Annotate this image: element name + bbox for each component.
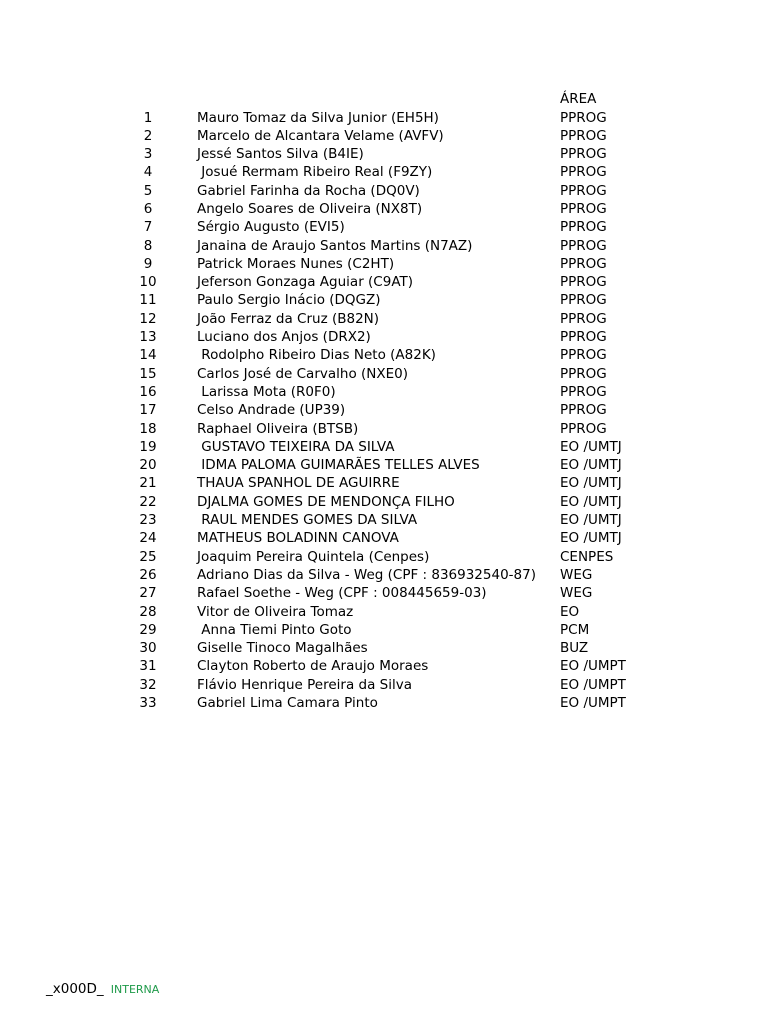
person-area: EO (560, 603, 580, 620)
person-name: João Ferraz da Cruz (B82N) (197, 310, 380, 327)
table-row (0, 255, 768, 273)
table-row (0, 584, 768, 602)
row-number: 15 (139, 365, 157, 382)
table-row (0, 163, 768, 181)
person-area: PPROG (560, 383, 607, 400)
person-name: Adriano Dias da Silva - Weg (CPF : 836932540-87) (197, 566, 536, 583)
person-area: PPROG (560, 402, 607, 419)
row-number: 5 (143, 182, 153, 199)
person-name: Raphael Oliveira (BTSB) (197, 420, 359, 437)
person-area: EO /UMPT (560, 695, 626, 711)
person-area: EO /UMTJ (560, 438, 622, 455)
person-name: RAUL MENDES GOMES DA SILVA (197, 512, 418, 529)
person-name: Rodolpho Ribeiro Dias Neto (A82K) (197, 347, 436, 364)
person-area: PPROG (560, 365, 607, 382)
person-area: EO /UMTJ (560, 512, 622, 529)
row-number: 19 (139, 438, 157, 455)
row-number: 6 (143, 200, 153, 217)
row-number: 3 (143, 146, 153, 163)
person-area: PPROG (560, 237, 607, 254)
table-row (0, 657, 768, 675)
row-number: 11 (139, 292, 157, 309)
row-number: 25 (139, 548, 157, 565)
table-row (0, 676, 768, 694)
person-name: Clayton Roberto de Araujo Moraes (197, 658, 429, 675)
person-area: EO /UMPT (560, 676, 626, 693)
person-name: Jessé Santos Silva (B4IE) (197, 146, 364, 163)
table-row (0, 310, 768, 328)
row-number: 13 (139, 329, 157, 346)
person-name: Celso Andrade (UP39) (197, 402, 346, 419)
person-area: PPROG (560, 292, 607, 309)
person-name: THAUA SPANHOL DE AGUIRRE (197, 475, 400, 492)
person-name: Marcelo de Alcantara Velame (AVFV) (197, 127, 444, 144)
person-area: WEG (560, 585, 593, 602)
person-name: Jeferson Gonzaga Aguiar (C9AT) (197, 274, 414, 291)
row-number: 31 (139, 658, 157, 675)
table-row (0, 218, 768, 236)
person-name: Joaquim Pereira Quintela (Cenpes) (197, 548, 430, 565)
table-row (0, 474, 768, 492)
person-area: EO /UMTJ (560, 475, 622, 492)
person-area: PPROG (560, 164, 607, 181)
table-row (0, 273, 768, 291)
person-area: PPROG (560, 255, 607, 272)
person-area: PPROG (560, 146, 607, 163)
person-area: PPROG (560, 109, 607, 126)
person-name: Anna Tiemi Pinto Goto (197, 621, 352, 638)
row-number: 20 (139, 457, 157, 474)
person-area: PPROG (560, 219, 607, 236)
table-row (0, 603, 768, 621)
person-area: PPROG (560, 347, 607, 364)
person-name: Giselle Tinoco Magalhães (197, 640, 368, 657)
table-row (0, 127, 768, 145)
person-area: EO /UMPT (560, 658, 626, 675)
row-number: 28 (139, 603, 157, 620)
table-row (0, 237, 768, 255)
footer-code: _x000D_ (46, 981, 104, 997)
person-area: PPROG (560, 200, 607, 217)
table-row (0, 328, 768, 346)
person-name: DJALMA GOMES DE MENDONÇA FILHO (197, 493, 455, 510)
person-name: Janaina de Araujo Santos Martins (N7AZ) (197, 237, 473, 254)
classification-label: INTERNA (110, 983, 160, 996)
person-name: Angelo Soares de Oliveira (NX8T) (197, 200, 423, 217)
person-name: Paulo Sergio Inácio (DQGZ) (197, 292, 381, 309)
table-body (0, 109, 768, 713)
person-area: EO /UMTJ (560, 457, 622, 474)
person-area: EO /UMTJ (560, 493, 622, 510)
row-number: 32 (139, 676, 157, 693)
row-number: 14 (139, 347, 157, 364)
table-row (0, 200, 768, 218)
table-row (0, 639, 768, 657)
row-number: 18 (139, 420, 157, 437)
row-number: 12 (139, 310, 157, 327)
person-area: PPROG (560, 329, 607, 346)
row-number: 17 (139, 402, 157, 419)
table-row (0, 145, 768, 163)
row-number: 10 (139, 274, 157, 291)
row-number: 26 (139, 566, 157, 583)
table-row (0, 401, 768, 419)
person-name: IDMA PALOMA GUIMARÃES TELLES ALVES (197, 457, 480, 474)
person-name: Gabriel Lima Camara Pinto (197, 695, 378, 711)
row-number: 29 (139, 621, 157, 638)
row-number: 27 (139, 585, 157, 602)
table-row (0, 420, 768, 438)
row-number: 23 (139, 512, 157, 529)
person-name: Vitor de Oliveira Tomaz (197, 603, 354, 620)
person-name: Larissa Mota (R0F0) (197, 383, 336, 400)
footer (46, 978, 159, 997)
person-area: EO /UMTJ (560, 530, 622, 547)
person-name: Sérgio Augusto (EVI5) (197, 219, 345, 236)
table-row (0, 383, 768, 401)
area-column-header: ÁREA (560, 91, 597, 107)
table-row (0, 566, 768, 584)
person-name: GUSTAVO TEIXEIRA DA SILVA (197, 438, 395, 455)
row-number: 21 (139, 475, 157, 492)
table-row (0, 511, 768, 529)
person-name: MATHEUS BOLADINN CANOVA (197, 530, 399, 547)
table-header-row (0, 90, 768, 108)
person-area: PPROG (560, 274, 607, 291)
table-row (0, 529, 768, 547)
table-row (0, 109, 768, 127)
row-number: 9 (143, 255, 153, 272)
row-number: 4 (143, 164, 153, 181)
row-number: 8 (143, 237, 153, 254)
table-row (0, 346, 768, 364)
row-number: 2 (143, 127, 153, 144)
person-name: Rafael Soethe - Weg (CPF : 008445659-03) (197, 585, 487, 602)
person-area: BUZ (560, 640, 589, 657)
row-number: 33 (139, 695, 157, 711)
table-row (0, 493, 768, 511)
table-row (0, 456, 768, 474)
row-number: 1 (143, 109, 153, 126)
table-row (0, 365, 768, 383)
person-name: Patrick Moraes Nunes (C2HT) (197, 255, 395, 272)
row-number: 30 (139, 640, 157, 657)
person-name: Flávio Henrique Pereira da Silva (197, 676, 412, 693)
row-number: 22 (139, 493, 157, 510)
table-row (0, 291, 768, 309)
row-number: 7 (143, 219, 153, 236)
person-name: Mauro Tomaz da Silva Junior (EH5H) (197, 109, 439, 126)
person-name: Josué Rermam Ribeiro Real (F9ZY) (197, 164, 433, 181)
row-number: 16 (139, 383, 157, 400)
person-name: Carlos José de Carvalho (NXE0) (197, 365, 408, 382)
person-name: Luciano dos Anjos (DRX2) (197, 329, 371, 346)
row-number: 24 (139, 530, 157, 547)
person-name: Gabriel Farinha da Rocha (DQ0V) (197, 182, 420, 199)
person-area: PPROG (560, 182, 607, 199)
person-area: PPROG (560, 310, 607, 327)
person-area: PPROG (560, 127, 607, 144)
table-row (0, 548, 768, 566)
table-row (0, 621, 768, 639)
person-area: CENPES (560, 548, 614, 565)
table-row (0, 438, 768, 456)
table-row (0, 182, 768, 200)
table-row (0, 694, 768, 712)
person-area: WEG (560, 566, 593, 583)
person-area: PPROG (560, 420, 607, 437)
person-area: PCM (560, 621, 590, 638)
